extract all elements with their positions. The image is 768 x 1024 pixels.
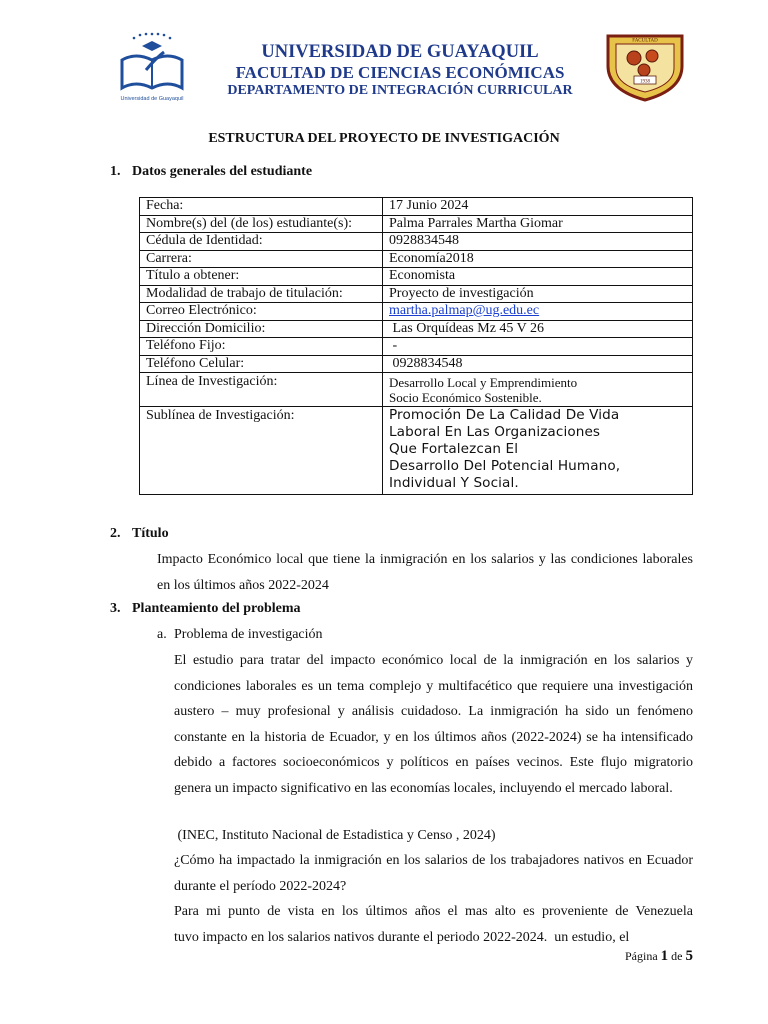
faculty-crest bbox=[604, 30, 686, 102]
section-title: Datos generales del estudiante bbox=[132, 164, 313, 179]
subsection-a-heading: a. Problema de investigación bbox=[157, 627, 323, 642]
table-row: Teléfono Celular: 0928834548 bbox=[140, 355, 693, 373]
department-name: DEPARTAMENTO DE INTEGRACIÓN CURRICULAR bbox=[227, 83, 573, 98]
section-title: Planteamiento del problema bbox=[132, 601, 301, 616]
section-heading-2 bbox=[110, 526, 169, 542]
svg-text:FACULTAD: FACULTAD bbox=[632, 38, 658, 44]
problem-paragraph: El estudio para tratar del impacto económico local de la inmigración en los salarios y condiciones laborales es un tema complejo y multifacético que requiere una investigación austero – muy profesional y análisis cuidadoso. La inmigración ha sido un fenómeno constante en la historia de Ecuador, y en los últimos años (2022-2024) se ha intensificado debido a factores socioeconómicos y políticos en países vecinos. Este flujo migratorio genera un impacto significativo en las economías locales, incluyendo el mercado laboral. bbox=[174, 653, 693, 796]
table-row: Dirección Domicilio: Las Orquídeas Mz 45 V 26 bbox=[140, 320, 693, 338]
section-number: 2. bbox=[110, 526, 121, 541]
table-row: Fecha: 17 Junio 2024 bbox=[140, 198, 693, 216]
section-title: Título bbox=[132, 526, 169, 541]
research-question: ¿Cómo ha impactado la inmigración en los salarios de los trabajadores nativos en Ecuador durante el período 2022-2024? bbox=[174, 853, 693, 894]
table-row: Carrera: Economía2018 bbox=[140, 250, 693, 268]
section-number: 1. bbox=[110, 164, 121, 179]
table-row: Teléfono Fijo: - bbox=[140, 338, 693, 356]
document-title: ESTRUCTURA DEL PROYECTO DE INVESTIGACIÓN bbox=[208, 131, 560, 146]
page-number: Página 1 de 5 bbox=[625, 948, 693, 964]
table-row: Sublínea de Investigación: Promoción De La Calidad De Vida Laboral En Las Organizaciones Que Fortalezcan El Desarrollo Del Potencial Humano, Individual Y Social. bbox=[140, 407, 693, 495]
student-data-table bbox=[139, 197, 693, 495]
table-row: Línea de Investigación: Desarrollo Local y Emprendimiento Socio Económico Sostenible. bbox=[140, 373, 693, 407]
logo-caption: Universidad de Guayaquil bbox=[120, 96, 184, 102]
section-number: 3. bbox=[110, 601, 121, 616]
table-row: Modalidad de trabajo de titulación: Proyecto de investigación bbox=[140, 285, 693, 303]
section-heading-3 bbox=[110, 601, 301, 617]
paragraph-line: tuvo impacto en los salarios nativos durante el periodo 2022-2024. un estudio, el bbox=[174, 930, 630, 945]
table-row: Correo Electrónico: martha.palmap@ug.edu.ec bbox=[140, 303, 693, 321]
paragraph-line: Para mi punto de vista en los últimos años el mas alto es proveniente de Venezuela bbox=[174, 904, 693, 919]
table-row: Cédula de Identidad: 0928834548 bbox=[140, 233, 693, 251]
svg-text:1938: 1938 bbox=[640, 79, 650, 85]
citation: (INEC, Instituto Nacional de Estadistica y Censo , 2024) bbox=[174, 828, 496, 843]
university-name: UNIVERSIDAD DE GUAYAQUIL bbox=[261, 42, 539, 62]
faculty-name: FACULTAD DE CIENCIAS ECONÓMICAS bbox=[235, 63, 565, 82]
table-row: Nombre(s) del (de los) estudiante(s): Palma Parrales Martha Giomar bbox=[140, 215, 693, 233]
title-text: Impacto Económico local que tiene la inmigración en los salarios y las condiciones laborales en los últimos años 2022-2024 bbox=[157, 552, 693, 593]
table-row: Título a obtener: Economista bbox=[140, 268, 693, 286]
email-link[interactable]: martha.palmap@ug.edu.ec bbox=[389, 303, 540, 318]
section-heading-1 bbox=[110, 164, 312, 180]
university-logo bbox=[112, 30, 192, 105]
